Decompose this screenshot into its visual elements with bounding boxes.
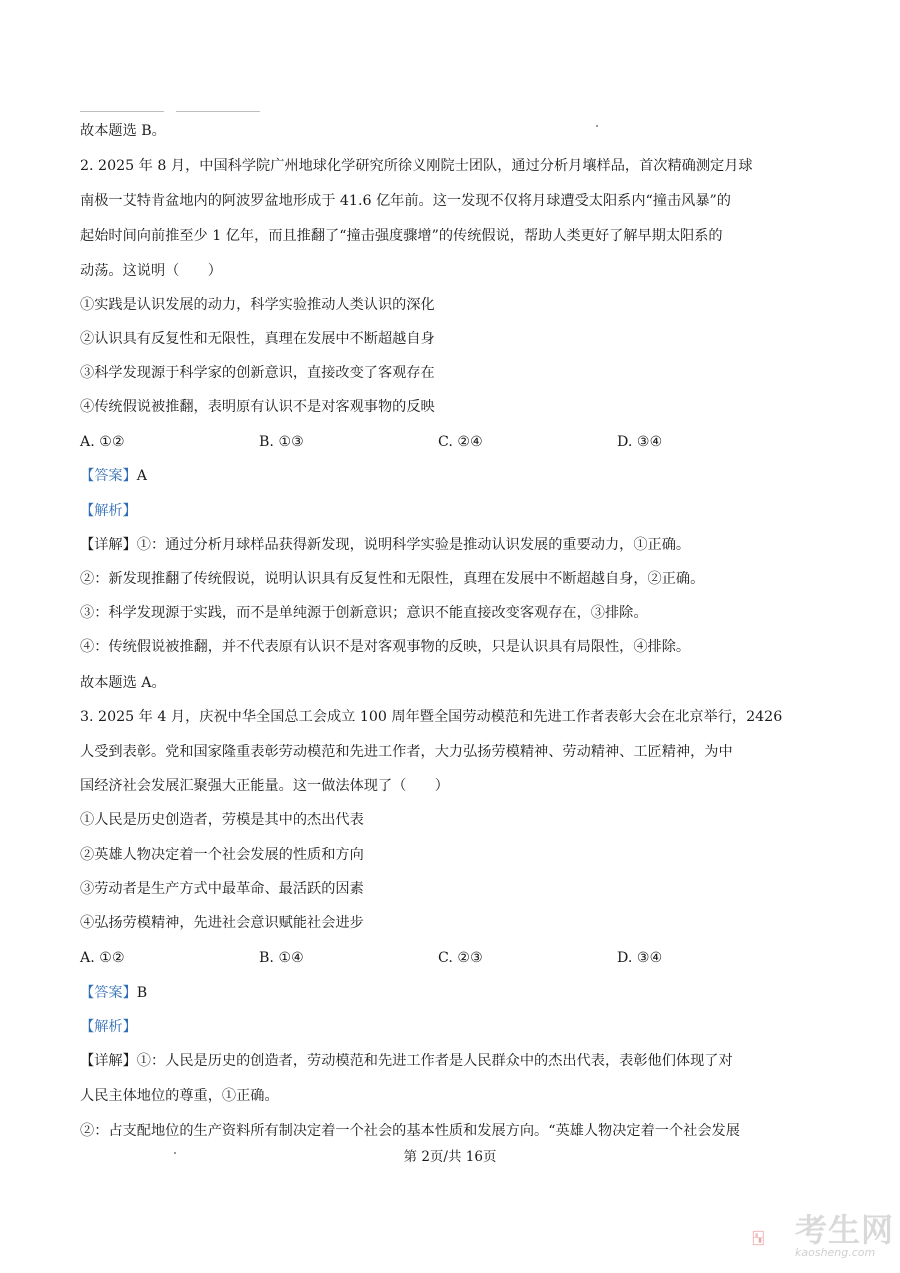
detail-text: ①：通过分析月球样品获得新发现，说明科学实验是推动认识发展的重要动力，①正确。 [136,537,691,553]
answer-value: B [136,985,148,1001]
q2-stem-line-1: 2. 2025 年 8 月，中国科学院广州地球化学研究所徐义刚院士团队，通过分析月壤样品，首次精确测定月球 [80,158,753,174]
q2-stem-line-3: 起始时间向前推至少 1 亿年，而且推翻了“撞击强度骤增”的传统假说，帮助人类更好了解早期太阳系的 [80,228,723,244]
q2-statement-2: ②认识具有反复性和无限性，真理在发展中不断超越自身 [80,331,435,347]
watermark-text: 考生网 [795,1211,895,1249]
q2-option-b: B. ①③ [259,434,304,450]
header-rule-right [176,111,260,112]
q2-statement-1: ①实践是认识发展的动力，科学实验推动人类认识的深化 [80,297,435,313]
q2-detail-4: ④：传统假说被推翻，并不代表原有认识不是对客观事物的反映，只是认识具有局限性，④排除。 [80,639,691,655]
q2-option-a: A. ①② [80,434,125,450]
answer-tag: 【答案】 [80,985,137,1001]
header-rule-left [80,111,164,112]
q3-detail-2: 人民主体地位的尊重，①正确。 [80,1088,279,1104]
q2-statement-3: ③科学发现源于科学家的创新意识，直接改变了客观存在 [80,365,435,381]
speck [596,125,598,127]
q3-statement-1: ①人民是历史创造者，劳模是其中的杰出代表 [80,812,364,828]
detail-tag: 【详解】 [80,1053,137,1069]
q2-statement-4: ④传统假说被推翻，表明原有认识不是对客观事物的反映 [80,399,435,415]
q2-option-d: D. ③④ [617,434,663,450]
q3-detail-1 [80,1051,733,1071]
q2-detail-1 [80,535,690,555]
q2-detail-3: ③：科学发现源于实践，而不是单纯源于创新意识；意识不能直接改变客观存在，③排除。 [80,605,648,621]
q3-stem-line-1: 3. 2025 年 4 月，庆祝中华全国总工会成立 100 周年暨全国劳动模范和先进工作者表彰大会在北京举行，2426 [80,709,783,725]
detail-tag: 【详解】 [80,537,137,553]
detail-text: ①：人民是历史的创造者，劳动模范和先进工作者是人民群众中的杰出代表，表彰他们体现了对 [136,1053,733,1069]
q3-option-c: C. ②③ [438,950,483,966]
answer-tag: 【答案】 [80,468,137,484]
watermark-logo-icon [752,1212,792,1264]
q2-answer [80,466,147,486]
q2-stem-line-4: 动荡。这说明（ ） [80,263,222,279]
q2-analysis-tag: 【解析】 [80,503,137,519]
q2-option-c: C. ②④ [438,434,483,450]
q3-statement-3: ③劳动者是生产方式中最革命、最活跃的因素 [80,881,364,897]
q3-option-a: A. ①② [80,950,125,966]
q2-conclusion: 故本题选 A。 [80,675,166,691]
q3-statement-2: ②英雄人物决定着一个社会发展的性质和方向 [80,847,364,863]
page-footer: 第 2页/共 16页 [403,1149,497,1165]
q3-stem-line-2: 人受到表彰。党和国家隆重表彰劳动模范和先进工作者，大力弘扬劳模精神、劳动精神、工匠精神，为中 [80,744,733,760]
q3-option-d: D. ③④ [617,950,663,966]
q2-detail-2: ②：新发现推翻了传统假说，说明认识具有反复性和无限性，真理在发展中不断超越自身，②正确。 [80,571,705,587]
q3-detail-3: ②：占支配地位的生产资料所有制决定着一个社会的基本性质和发展方向。“英雄人物决定着一个社会发展 [80,1123,740,1139]
q3-answer [80,983,147,1003]
q2-stem-line-2: 南极一艾特肯盆地内的阿波罗盆地形成于 41.6 亿年前。这一发现不仅将月球遭受太阳系内“撞击风暴”的 [80,193,731,209]
answer-value: A [136,468,148,484]
q3-statement-4: ④弘扬劳模精神，先进社会意识赋能社会进步 [80,915,364,931]
q3-analysis-tag: 【解析】 [80,1019,137,1035]
prev-conclusion: 故本题选 B。 [80,123,166,139]
q3-option-b: B. ①④ [259,950,304,966]
q3-stem-line-3: 国经济社会发展汇聚强大正能量。这一做法体现了（ ） [80,778,449,794]
watermark-url: kaosheng.com [795,1246,876,1259]
